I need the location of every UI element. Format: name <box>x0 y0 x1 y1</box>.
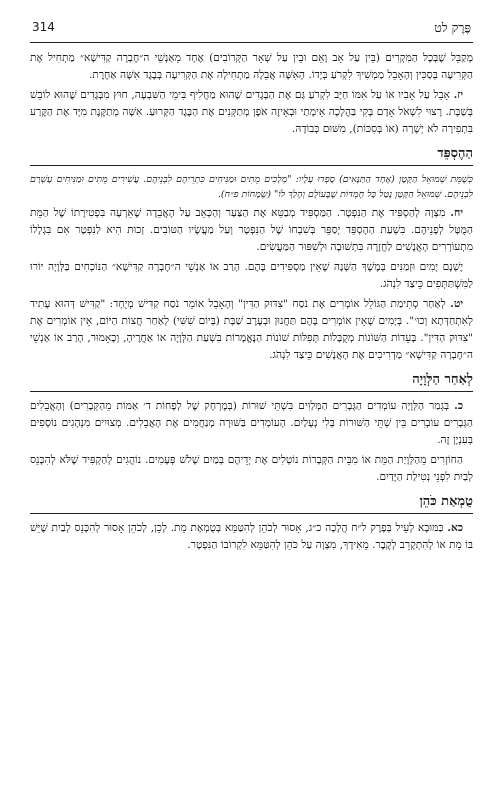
section-heading-kohen-impurity: טֻמְאַת כֹּהֵן <box>30 493 473 514</box>
paragraph-17-text: אָבֵל עַל אָבִיו אוֹ עַל אִמּוֹ חַיָּב לִקְרֹעַ גַּם אֶת הַבְּגָדִים שֶׁהוּא מַחֲלִיף בִּימֵי הַשִּׁבְעָה, חוּץ מִבְּגָדִים שֶׁהוּא לוֹבֵשׁ בְּשַׁבָּת. רָצוּי לִשְׁאֹל אָדָם בָּקִי בַּהֲלָכָה אֵימָתַי וּבְאֵיזֶה אֹפֶן מְתַקְּנִים אֶת הַבֶּגֶד הַקָּרוּעַ. אִשָּׁה מְתַקֶּנֶת מִיָּד אֶת הַקֶּרַע בִּתְפִירָה לֹא יְשָׁרָה (אוֹ בְּסִכּוֹת), מִשּׁוּם כְּבוֹדָהּ. <box>30 89 473 135</box>
paragraph-20 <box>30 398 473 449</box>
section-heading-eulogy: הַהֶסְפֵּד <box>30 145 473 166</box>
paragraph-17 <box>30 87 473 138</box>
paragraph-18-continued: יֶשְׁנָם יָמִים וּזְמַנִּים בְּמֶשֶׁךְ הַשָּׁנָה שֶׁאֵין מַסְפִּידִים בָּהֶם. הָרַב אוֹ אַנְשֵׁי ה״חֶבְרָה קַדִּישָׁא״ הַנּוֹכְחִים בַּלְּוָיָה יוֹרוּ לַמִּשְׁתַּתְּפִים כֵּיצַד לִנְהֹג. <box>30 261 473 290</box>
paragraph-18 <box>30 205 473 256</box>
paragraph-19 <box>30 296 473 364</box>
chapter-title: פֶּרֶק לט <box>434 20 471 35</box>
paragraph-21-text: כַּמּוּבָא לְעֵיל בְּפֶרֶק ל״ח הֲלָכָה כ״ג, אָסוּר לְכֹהֵן לְהִטַּמֵּא בְּטֻמְאַת מֵת. לָכֵן, לְכֹהֵן אָסוּר לְהִכָּנֵס לְבַיִת שֶׁיֵּשׁ בּוֹ מֵת אוֹ לְהִתְקָרֵב לְקֶבֶר. מֵאִידָךְ, מִצְוָה עַל כֹּהֵן לְהִטַּמֵּא לִקְרוֹבוֹ הַנִּפְטָר. <box>30 522 473 551</box>
page-number: 314 <box>32 20 55 34</box>
paragraph-17-number: יז. <box>453 89 463 101</box>
page-header <box>32 20 471 38</box>
header-rule <box>30 42 473 43</box>
paragraph-19-text: לְאַחַר סְתִימַת הַגּוֹלֵל אוֹמְרִים אֶת נֹסַח "צִדּוּק הַדִּין" וְהָאָבֵל אוֹמֵר נֹסַח קַדִּישׁ מְיֻחָד: "קַדִּישׁ דְּהוּא עָתִיד לְאִתְחַדְּתָא וְכוּ׳". בְּיָמִים שֶׁאֵין אוֹמְרִים בָּהֶם תַּחֲנוּן וּבְעֶרֶב שַׁבָּת (בְּיוֹם שִׁשִּׁי) לְאַחַר חֲצוֹת הַיּוֹם, אֵין אוֹמְרִים אֶת "צִדּוּק הַדִּין". בָּעֵדוֹת הַשּׁוֹנוֹת מְקֻבָּלוֹת תְּפִלּוֹת שׁוֹנוֹת הַנֶּאֱמָרוֹת בִּשְׁעַת הַלְּוָיָה אוֹ אַחֲרֶיהָ, וְכָאָמוּר, הָרַב אוֹ אַנְשֵׁי ה״חֶבְרָה קַדִּישָׁא״ מַדְרִיכִים אֶת הָאֲנָשִׁים כֵּיצַד לִנְהֹג. <box>30 298 473 361</box>
paragraph-18-text: מִצְוָה לְהַסְפִּיד אֶת הַנִּפְטָר. הַמַּסְפִּיד מְבַטֵּא אֶת הַצַּעַר וְהַכְּאֵב עַל הָאֲבֵדָה שֶׁאֵרְעָה בִּפְטִירָתוֹ שֶׁל הַמֵּת הַמֻּטָּל לְפָנֵיהֶם. בִּשְׁעַת הַהֶסְפֵּד יְסַפֵּר בְּשִׁבְחוֹ שֶׁל הַנִּפְטָר וְעַל מַעֲשָׂיו הַטּוֹבִים. זְכוּת הִיא לַנִּפְטָר אִם בִּגְלָלוֹ מִתְעוֹרְרִים הָאֲנָשִׁים לַחֲזָרָה בִּתְשׁוּבָה וּלְשִׁפּוּר הַמַּעֲשִׂים. <box>30 207 473 253</box>
paragraph-20-text: בְּגְמַר הַלְּוָיָה עוֹמְדִים הַגְּבָרִים הַמְּלַוִּים בִּשְׁתֵּי שׁוּרוֹת (בְּמֶרְחָק שֶׁל לְפָחוֹת ד׳ אַמּוֹת מֵהַקְּבָרִים) וְהָאֲבֵלִים הַגְּבָרִים עוֹבְרִים בֵּין שְׁתֵּי הַשּׁוּרוֹת בְּלִי נְעָלַיִם. הָעוֹמְדִים בַּשּׁוּרָה מְנַחֲמִים אֶת הָאֲבֵלִים. מְצוּיִים מִנְהָגִים נוֹסָפִים בְּעִנְיָן זֶה. <box>30 400 473 446</box>
paragraph-21 <box>30 520 473 554</box>
section-heading-after-funeral: לְאַחַר הַלְּוָיָה <box>30 371 473 392</box>
paragraph-19-number: יט. <box>450 298 463 310</box>
paragraph-20-continued: הַחוֹזְרִים מֵהַלְּוָיַת הַמֵּת אוֹ מִבֵּית הַקְּבָרוֹת נוֹטְלִים אֶת יְדֵיהֶם בְּמַיִם שָׁלֹשׁ פְּעָמִים. נוֹהֲגִים לְהַקְפִּיד שֶׁלֹּא לְהִכָּנֵס לְבַיִת לִפְנֵי נְטִילַת הַיָּדַיִם. <box>30 454 473 483</box>
paragraph-18-number: יח. <box>450 207 463 219</box>
paragraph-21-number: כא. <box>447 522 463 534</box>
paragraph-20-number: כ. <box>454 400 463 412</box>
section-quote: כְּשֶׁמֵּת שְׁמוּאֵל הַקָּטָן (אֶחָד הַתַּנָּאִים) סָפְדוּ עָלָיו: "מְלָכִים מֵתִים וּמַנִּיחִים כִּתְרֵיהֶם לִבְנֵיהֶם. עֲשִׁירִים מֵתִים וּמַנִּיחִים עָשְׁרָם לִבְנֵיהֶם. שְׁמוּאֵל הַקָּטָן נָטַל כָּל חֶמְדּוֹת שֶׁבָּעוֹלָם וְהָלַךְ לוֹ" (שְׂמָחוֹת פ״ח). <box>30 174 473 200</box>
page-body <box>30 50 473 557</box>
paragraph-continued: מְקַבֵּל שֶׁבְּכָל הַמִּקְרִים (בֵּין עַל אָב וָאֵם וּבֵין עַל שְׁאָר הַקְּרוֹבִים) אֶחָד מֵאַנְשֵׁי ה״חֶבְרָה קַדִּישָׁא״ מַתְחִיל אֶת הַקְּרִיעָה בְּסַכִּין וְהָאָבֵל מַמְשִׁיךְ לִקְרֹעַ בְּיָדוֹ. הָאִשָּׁה אֲבֵלָה מַתְחִילָה אֶת הַקְּרִיעָה בְּבֶגֶד אִשָּׁה אַחֶרֶת. <box>30 52 473 81</box>
